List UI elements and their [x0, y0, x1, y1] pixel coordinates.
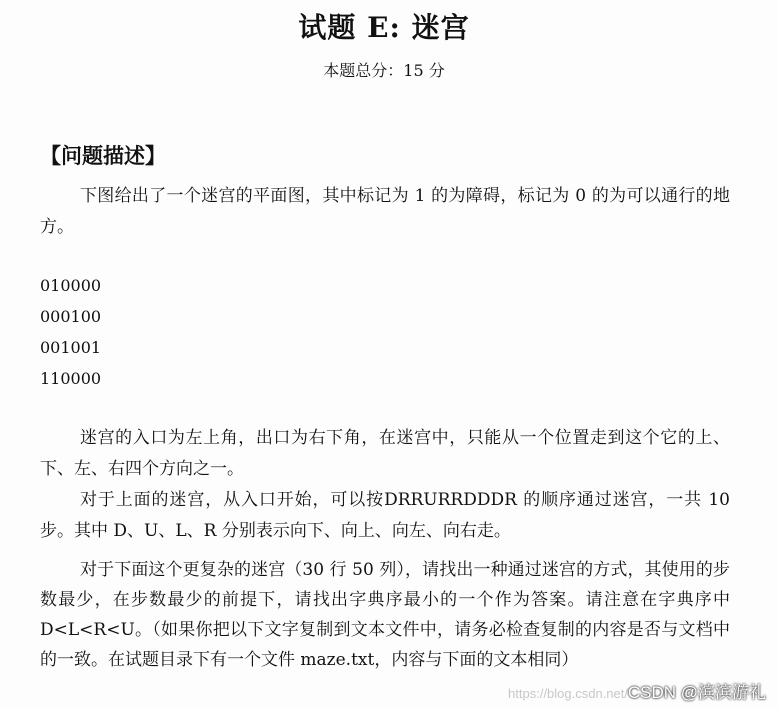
watermark-url: https://blog.csdn.net/: [508, 686, 628, 701]
section-heading: 【问题描述】: [40, 143, 166, 168]
maze-row: 110000: [40, 369, 102, 388]
maze-example: [40, 270, 101, 394]
problem-score: 本题总分：15 分: [323, 61, 445, 80]
maze-row: 010000: [40, 276, 102, 295]
paragraph-example-path: 对于上面的迷宫，从入口开始，可以按DRRURRDDDR 的顺序通过迷宫，一共 10 步。其中 D、U、L、R 分别表示向下、向上、向左、向右走。: [40, 490, 730, 541]
paragraph-task: 对于下面这个更复杂的迷宫（30 行 50 列），请找出一种通过迷宫的方式，其使用的步数最少，在步数最少的前提下，请找出字典序最小的一个作为答案。请注意在字典序中D<L<R<U。（如果你把以下文字复制到文本文件中，请务必检查复制的内容是否与文档中的一致。在试题目录下有一个文件 maze.txt，内容与下面的文本相同）: [40, 560, 730, 670]
paragraph-entrance-exit: 迷宫的入口为左上角，出口为右下角，在迷宫中，只能从一个位置走到这个它的上、下、左、右四个方向之一。: [40, 428, 730, 479]
maze-row: 000100: [40, 307, 102, 326]
problem-title: 试题 E: 迷宫: [298, 11, 470, 44]
watermark-brand: CSDN @滨滨游礼: [627, 683, 766, 702]
maze-row: 001001: [40, 338, 102, 357]
paragraph-maze-intro: 下图给出了一个迷宫的平面图，其中标记为 1 的为障碍，标记为 0 的为可以通行的地方。: [40, 186, 730, 237]
